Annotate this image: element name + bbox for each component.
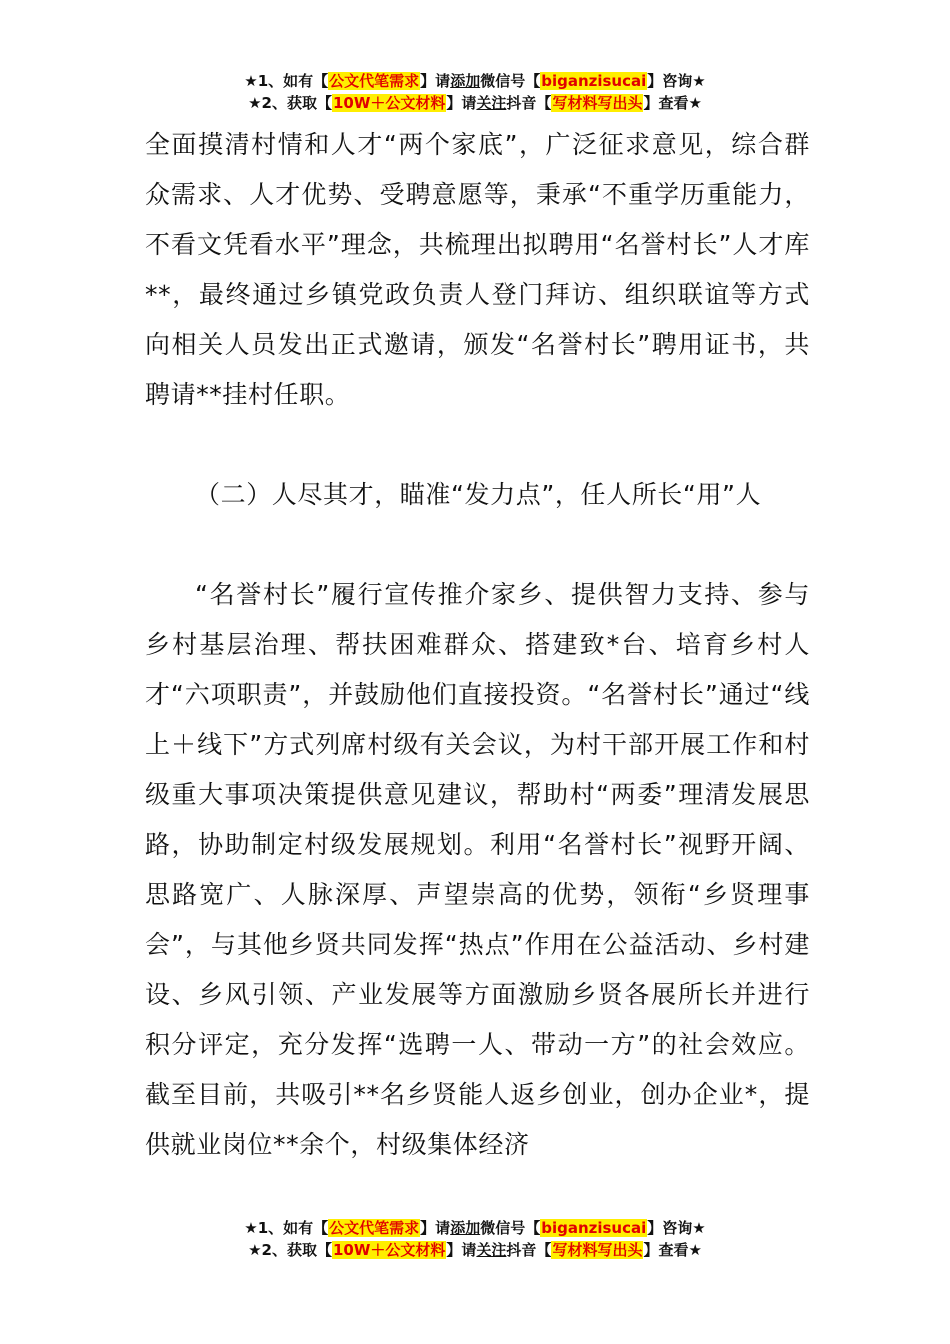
highlight-ghostwriting: 公文代笔需求: [329, 72, 420, 90]
highlight-douyin: 写材料写出头: [552, 1241, 643, 1259]
banner-line-2: ★2、获取【10W＋公文材料】请关注抖音【写材料写出头】查看★: [248, 94, 702, 112]
paragraph-talent-pool: 全面摸清村情和人才“两个家底”，广泛征求意见，综合群众需求、人才优势、受聘意愿等，秉承“不重学历重能力，不看文凭看水平”理念，共梳理出拟聘用“名誉村长”人才库**，最终通过乡镇党政负责人登门拜访、组织联谊等方式向相关人员发出正式邀请，颁发“名誉村长”聘用证书，共聘请**挂村任职。: [145, 130, 810, 409]
paragraph-duties: “名誉村长”履行宣传推介家乡、提供智力支持、参与乡村基层治理、帮扶困难群众、搭建致*台、培育乡村人才“六项职责”，并鼓励他们直接投资。“名誉村长”通过“线上＋线下”方式列席村级有关会议，为村干部开展工作和村级重大事项决策提供意见建议，帮助村“两委”理清发展思路，协助制定村级发展规划。利用“名誉村长”视野开阔、思路宽广、人脉深厚、声望崇高的优势，领衔“乡贤理事会”，与其他乡贤共同发挥“热点”作用在公益活动、乡村建设、乡风引领、产业发展等方面激励乡贤各展所长并进行积分评定，充分发挥“选聘一人、带动一方”的社会效应。截至目前，共吸引**名乡贤能人返乡创业，创办企业*，提供就业岗位**余个，村级集体经济: [145, 580, 810, 1159]
highlight-wechat-id: biganzisucai: [541, 72, 647, 90]
banner-line-2: ★2、获取【10W＋公文材料】请关注抖音【写材料写出头】查看★: [248, 1241, 702, 1259]
underline-follow: 关注: [476, 94, 507, 112]
highlight-douyin: 写材料写出头: [552, 94, 643, 112]
highlight-materials: 10W＋公文材料: [332, 94, 446, 112]
document-body: [145, 120, 810, 1170]
footer-banner: [0, 1217, 950, 1261]
section-heading-2: （二）人尽其才，瞄准“发力点”，任人所长“用”人: [195, 480, 762, 509]
paragraph-gap: [145, 420, 810, 470]
header-banner: [0, 70, 950, 114]
highlight-materials: 10W＋公文材料: [332, 1241, 446, 1259]
highlight-wechat-id: biganzisucai: [541, 1219, 647, 1237]
banner-line-1: ★1、如有【公文代笔需求】请添加微信号【biganzisucai】咨询★: [244, 72, 706, 90]
underline-add: 添加: [450, 72, 481, 90]
paragraph-gap: [145, 520, 810, 570]
highlight-ghostwriting: 公文代笔需求: [329, 1219, 420, 1237]
underline-follow: 关注: [476, 1241, 507, 1259]
underline-add: 添加: [450, 1219, 481, 1237]
banner-line-1: ★1、如有【公文代笔需求】请添加微信号【biganzisucai】咨询★: [244, 1219, 706, 1237]
